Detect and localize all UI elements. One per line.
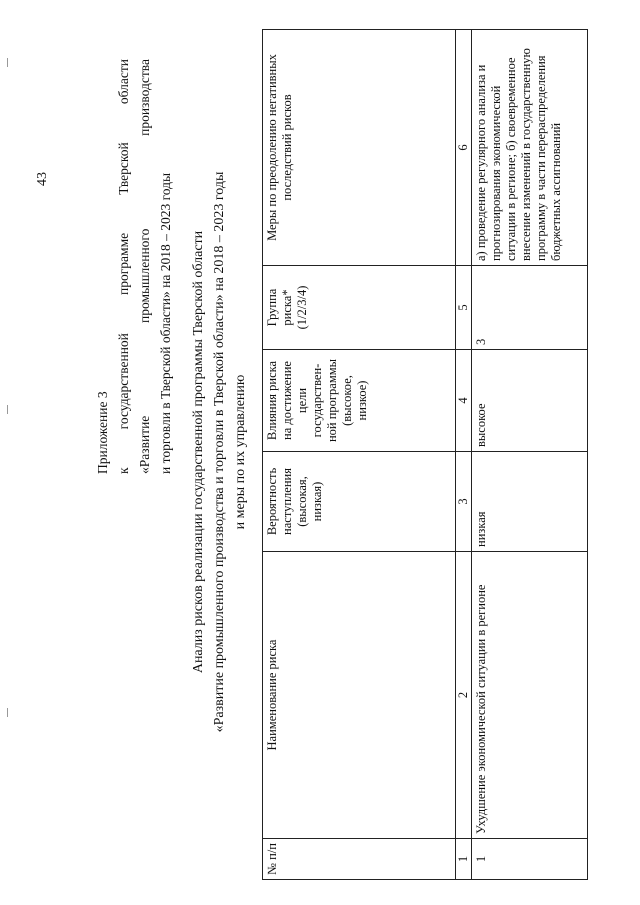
header-cell-measures: Меры по преодолению негативных последствий рисков bbox=[263, 30, 456, 266]
appendix-word: производства bbox=[137, 59, 152, 136]
analysis-title-line3: и меры по их управлению bbox=[233, 374, 248, 530]
appendix-word: к bbox=[116, 467, 131, 474]
analysis-title-line1: Анализ рисков реализации государственной программы Тверской области bbox=[191, 230, 206, 674]
appendix-line4: и торговли в Тверской области» на 2018 – 2023 годы bbox=[158, 172, 173, 474]
table-header-row bbox=[263, 30, 456, 880]
column-number: 2 bbox=[456, 552, 472, 839]
cell-probability: низкая bbox=[472, 452, 588, 552]
column-number: 1 bbox=[456, 839, 472, 880]
risk-table bbox=[262, 29, 588, 880]
header-cell-risk-group: Группа риска* (1/2/3/4) bbox=[263, 266, 456, 350]
table-row bbox=[472, 30, 588, 880]
analysis-title bbox=[188, 152, 251, 752]
analysis-title-line2: «Развитие промышленного производства и торговли в Тверской области» на 2018 – 2023 годы bbox=[212, 171, 227, 733]
appendix-line1: Приложение 3 bbox=[95, 391, 110, 474]
appendix-word: программе bbox=[116, 232, 131, 295]
cell-risk-group: 3 bbox=[472, 266, 588, 350]
header-cell-impact: Влияния риска на достижение цели государствен-ной программы (высокое, низкое) bbox=[263, 350, 456, 452]
cell-impact: высокое bbox=[472, 350, 588, 452]
appendix-word: Тверской bbox=[116, 142, 131, 195]
scan-mark bbox=[7, 58, 8, 67]
header-cell-risk-name: Наименование риска bbox=[263, 552, 456, 839]
column-number: 3 bbox=[456, 452, 472, 552]
appendix-word: области bbox=[116, 59, 131, 105]
header-cell-probability: Вероятность наступления (высокая, низкая) bbox=[263, 452, 456, 552]
scan-mark bbox=[7, 708, 8, 717]
appendix-header bbox=[92, 59, 176, 474]
appendix-line2 bbox=[113, 59, 134, 474]
cell-row-number: 1 bbox=[472, 839, 588, 880]
appendix-word: «Развитие bbox=[137, 415, 152, 474]
column-number: 5 bbox=[456, 266, 472, 350]
appendix-line3 bbox=[134, 59, 155, 474]
cell-risk-name: Ухудшение экономической ситуации в регионе bbox=[472, 552, 588, 839]
appendix-word: государственной bbox=[116, 333, 131, 430]
page-number: 43 bbox=[35, 172, 50, 186]
appendix-word: промышленного bbox=[137, 228, 152, 323]
column-number: 6 bbox=[456, 30, 472, 266]
scan-mark bbox=[7, 405, 8, 414]
cell-measures: а) проведение регулярного анализа и прогнозирования экономической ситуации в регионе; б) своевременное внесение изменений в государственную программу в части перераспределения бюджетных ассигнований bbox=[472, 30, 588, 266]
column-number-row bbox=[456, 30, 472, 880]
header-cell-number: № п/п bbox=[263, 839, 456, 880]
column-number: 4 bbox=[456, 350, 472, 452]
